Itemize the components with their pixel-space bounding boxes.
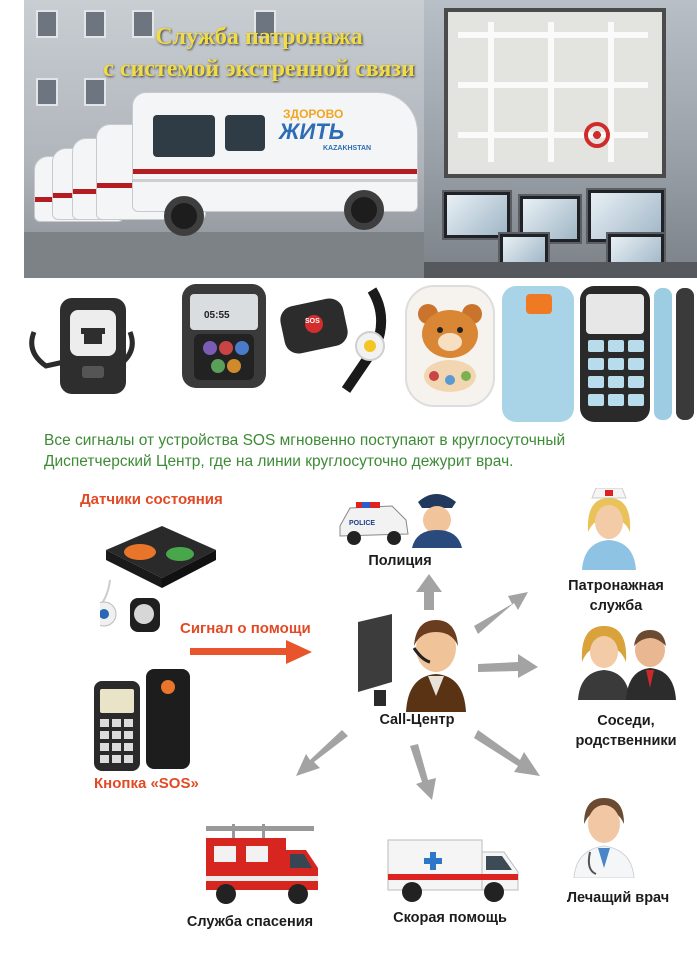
arrow-upright-icon <box>474 592 528 634</box>
neighbors-label-line2: родственники <box>575 733 677 749</box>
doctor-label: Лечащий врач <box>566 890 670 906</box>
sos-badge: SOS <box>305 318 320 325</box>
neighbors-label-line1: Соседи, <box>597 713 655 729</box>
nursing-label-line2: служба <box>589 598 643 614</box>
arrow-down-icon <box>410 744 436 800</box>
sensors-label: Датчики состояния <box>80 491 223 508</box>
hero-title-line1: Служба патронажа <box>155 24 363 50</box>
van-logo-main: ЖИТЬ <box>279 119 345 144</box>
van-logo-top: ЗДОРОВО <box>283 107 344 121</box>
rescue-label: Служба спасения <box>186 914 314 930</box>
arrow-downright-icon <box>474 730 540 776</box>
hero-title-line2: с системой экстренной связи <box>103 56 415 82</box>
arrow-up-icon <box>416 574 442 610</box>
sos-button-label: Кнопка «SOS» <box>94 775 199 792</box>
ambulance-label: Скорая помощь <box>393 910 507 926</box>
callcenter-label: Call-Центр <box>379 712 455 728</box>
arrow-downleft-icon <box>296 730 348 776</box>
description-line1: Все сигналы от устройства SOS мгновенно поступают в круглосуточный <box>44 432 566 449</box>
device-screen-time: 05:55 <box>204 310 230 321</box>
nursing-label-line1: Патронажная <box>568 578 664 594</box>
van-logo-sub: KAZAKHSTAN <box>323 145 372 152</box>
police-car-text: POLICE <box>349 520 376 527</box>
description-line2: Диспетчерский Центр, где на линии круглосуточно дежурит врач. <box>44 453 514 470</box>
police-label: Полиция <box>368 553 432 569</box>
arrow-right-icon <box>478 654 538 678</box>
signal-label: Сигнал о помощи <box>180 620 311 637</box>
